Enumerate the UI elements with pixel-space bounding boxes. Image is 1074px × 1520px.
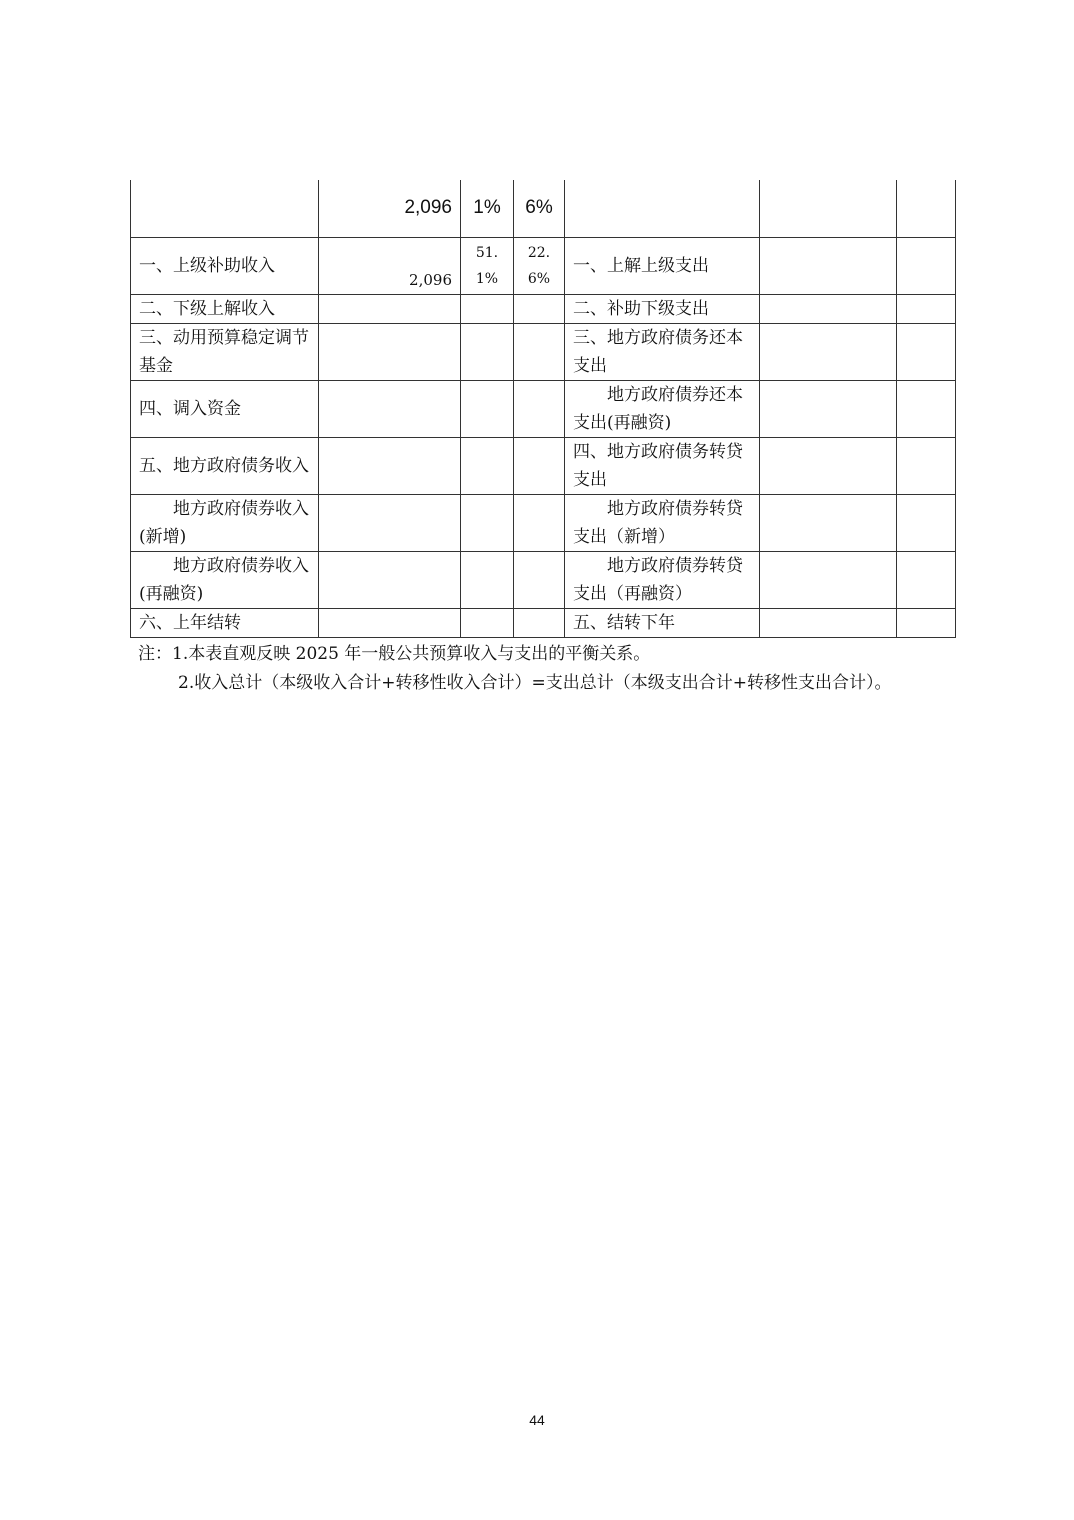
cell-empty bbox=[514, 494, 565, 551]
note-2: 2.收入总计（本级收入合计+转移性收入合计）=支出总计（本级支出合计+转移性支出合计）。 bbox=[178, 673, 892, 693]
cell-empty bbox=[897, 323, 956, 380]
cell-empty bbox=[897, 294, 956, 323]
table-row-continued-total bbox=[131, 180, 956, 237]
cell-empty bbox=[461, 551, 514, 608]
cell-expense-item: 五、结转下年 bbox=[565, 608, 760, 637]
cell-empty bbox=[461, 294, 514, 323]
table-row bbox=[131, 294, 956, 323]
cell-empty bbox=[760, 494, 897, 551]
cell-empty bbox=[319, 608, 461, 637]
cell-income-item: 六、上年结转 bbox=[131, 608, 319, 637]
cell-empty bbox=[897, 551, 956, 608]
cell-empty bbox=[131, 180, 319, 237]
cell-pct1: 51.1% bbox=[461, 237, 514, 294]
table-row bbox=[131, 323, 956, 380]
cell-expense-item: 三、地方政府债务还本支出 bbox=[565, 323, 760, 380]
cell-income-item: 地方政府债券收入(再融资) bbox=[131, 551, 319, 608]
cell-empty bbox=[514, 323, 565, 380]
cell-empty bbox=[897, 608, 956, 637]
cell-income-item: 三、动用预算稳定调节基金 bbox=[131, 323, 319, 380]
cell-empty bbox=[461, 323, 514, 380]
cell-empty bbox=[319, 551, 461, 608]
page-number: 44 bbox=[529, 1412, 545, 1428]
cell-income-item: 四、调入资金 bbox=[131, 380, 319, 437]
cell-empty bbox=[760, 551, 897, 608]
cell-empty bbox=[461, 608, 514, 637]
cell-empty bbox=[461, 494, 514, 551]
cell-empty bbox=[760, 237, 897, 294]
cell-amount: 2,096 bbox=[319, 237, 461, 294]
cell-pct1: 1% bbox=[461, 180, 514, 237]
cell-empty bbox=[319, 294, 461, 323]
cell-empty bbox=[897, 237, 956, 294]
cell-expense-item: 四、地方政府债务转贷支出 bbox=[565, 437, 760, 494]
cell-empty bbox=[897, 437, 956, 494]
cell-expense-item: 地方政府债券还本支出(再融资) bbox=[565, 380, 760, 437]
cell-empty bbox=[461, 437, 514, 494]
cell-empty bbox=[319, 323, 461, 380]
cell-empty bbox=[760, 323, 897, 380]
cell-empty bbox=[897, 380, 956, 437]
cell-empty bbox=[565, 180, 760, 237]
cell-expense-item: 地方政府债券转贷支出（新增） bbox=[565, 494, 760, 551]
cell-income-item: 五、地方政府债务收入 bbox=[131, 437, 319, 494]
table-row bbox=[131, 380, 956, 437]
cell-empty bbox=[760, 180, 897, 237]
cell-income-item: 地方政府债券收入(新增) bbox=[131, 494, 319, 551]
cell-income-item: 二、下级上解收入 bbox=[131, 294, 319, 323]
cell-empty bbox=[514, 380, 565, 437]
cell-expense-item: 地方政府债券转贷支出（再融资） bbox=[565, 551, 760, 608]
cell-empty bbox=[514, 294, 565, 323]
note-1: 注：1.本表直观反映 2025 年一般公共预算收入与支出的平衡关系。 bbox=[138, 644, 651, 664]
table-row bbox=[131, 494, 956, 551]
cell-empty bbox=[897, 494, 956, 551]
table-row bbox=[131, 551, 956, 608]
cell-empty bbox=[760, 294, 897, 323]
cell-empty bbox=[760, 380, 897, 437]
cell-empty bbox=[319, 380, 461, 437]
cell-pct2: 6% bbox=[514, 180, 565, 237]
cell-empty bbox=[760, 608, 897, 637]
cell-amount: 2,096 bbox=[319, 180, 461, 237]
table-row bbox=[131, 437, 956, 494]
cell-empty bbox=[897, 180, 956, 237]
cell-expense-item: 一、上解上级支出 bbox=[565, 237, 760, 294]
cell-empty bbox=[319, 494, 461, 551]
table-notes bbox=[138, 640, 953, 698]
cell-empty bbox=[319, 437, 461, 494]
cell-empty bbox=[514, 608, 565, 637]
cell-empty bbox=[514, 551, 565, 608]
table-row bbox=[131, 237, 956, 294]
cell-empty bbox=[461, 380, 514, 437]
cell-expense-item: 二、补助下级支出 bbox=[565, 294, 760, 323]
cell-empty bbox=[514, 437, 565, 494]
cell-income-item: 一、上级补助收入 bbox=[131, 237, 319, 294]
table-row bbox=[131, 608, 956, 637]
cell-empty bbox=[760, 437, 897, 494]
budget-balance-table bbox=[130, 180, 956, 638]
cell-pct2: 22.6% bbox=[514, 237, 565, 294]
